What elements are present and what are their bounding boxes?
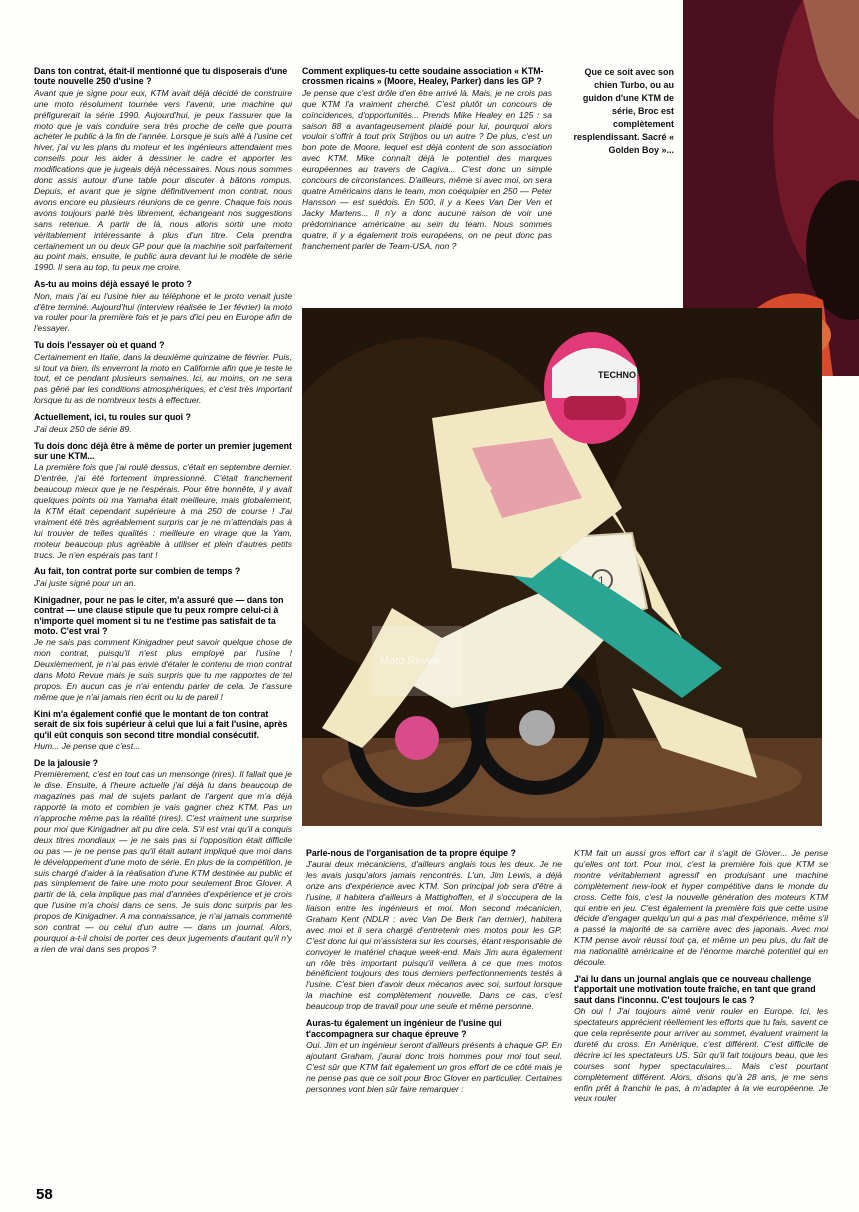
interview-question: Parle-nous de l'organisation de ta propre équipe ? xyxy=(306,848,516,858)
interview-answer: Oui. Jim et un ingénieur seront d'ailleurs présents à chaque GP. En ajoutant Graham, j'aurai donc trois hommes pour moi tout seul. C'est sûr que KTM fait également un gros effort de ce côté mais je ne pense pas que ce soit pour Broc Glover en particulier. Certaines personnes vont bien sûr faire remarquer : xyxy=(306,1039,562,1094)
interview-answer: J'aurai deux mécaniciens, d'ailleurs anglais tous les deux. Je ne les avais jusqu'alors jamais rencontrés. L'un, Jim Lewis, a déjà onze ans d'expérience avec KTM. Son principal job sera d'être à l'usine, il habitera d'ailleurs à Mattighoffen, et il s'occupera de la liaison entre les ingénieurs et moi. Mon second mécanicien, Graham Kent (NDLR : avec Van De Berk l'an dernier), habitera avec moi et il sera chargé d'entretenir mes motos pour les GP. C'est donc lui qui m'assistera sur les courses, étant responsable de convoyer le matériel chaque week-end. Mais Jim aura également un rôle très important puisqu'il veillera à ce que mes motos bénéficient toujours des tous derniers perfectionnements testés à l'usine. C'est bien d'avoir deux mécanos avec soi, surtout lorsque la machine est complètement nouvelle. Dans ce cas, c'est beaucoup trop de travail pour une seule et même personne. xyxy=(306,859,562,1012)
article-column-bottom-middle xyxy=(306,848,562,1178)
interview-answer: KTM fait un aussi gros effort car il s'agit de Glover... Je pense qu'elles ont tort. Pour moi, c'est la première fois que KTM se montre véritablement agressif en produisant une machine complètement new-look et hyper compétitive dans le monde du cross. Cette fois, c'est la nouvelle génération des moteurs KTM qui entre en jeu. C'est également la première fois que cette usine décide d'engager quelqu'un qui a pas mal d'expérience, même s'il a passé la majorité de sa carrière avec des japonais. Avec moi KTM pense avoir réussi tout ça, et même un peu plus, du fait de ma nationalité américaine et de l'énorme marché potentiel qui en découle. xyxy=(574,848,828,968)
interview-question: As-tu au moins déjà essayé le proto ? xyxy=(34,279,192,290)
interview-answer: Avant que je signe pour eux, KTM avait déjà décidé de construire une moto résolument tournée vers l'avenir, une machine qui préfigurerait la série 1990. Aujourd'hui, je peux t'assurer que la moto que je vais conduire sera très proche de celle que pourra acheter le public à la fin de l'année. Lorsque je suis allé à l'usine cet hiver, j'ai vu les plans du moteur et les ingénieurs attendaient mes conseils pour les aider à dessiner le cadre et apporter les modifications que je jugeais déjà nécessaires. Nous nous sommes donc assis autour d'une table pour discuter à bâtons rompus. Depuis, et avant que je signe définitivement mon contrat, nous avons encore eu plusieurs réunions de ce genre. Chaque fois nous avons toujours parlé très librement, échangeant nos suggestions sans retenue. A partir de là, nous allons sortir une moto véritablement intéressante à plus d'un titre. Cela prendra certainement un ou deux GP pour que la machine soit parfaitement au point mais, ensuite, le public aura devant lui le modèle de série 1990. Il sera au top, tu peux me croire. xyxy=(34,87,292,273)
interview-answer: La première fois que j'ai roulé dessus, c'était en septembre dernier. D'entrée, j'ai été fortement impressionné. C'était franchement beaucoup mieux que je ne l'espérais. Pour être honnête, il y avait quelques points où ma Yamaha était meilleure, mais globalement, la KTM était cependant supérieure à ma 250 de course ! J'ai vraiment été très agréablement surpris car je ne m'attendais pas à lui trouver de telles qualités : meilleure en virage que la Yam, moteur beaucoup plus agréable à utiliser et plein d'autres petits trucs. Je n'en espérais pas tant ! xyxy=(34,462,292,560)
interview-answer: Certainement en Italie, dans la deuxième quinzaine de février. Puis, si tout va bien, ils enverront la moto en Californie afin que je teste le tout, et ce pendant plusieurs semaines. Ici, au moins, on ne sera pas gêné par les conditions atmosphériques, et c'est très important lorsque tu as de nombreux tests à effectuer. xyxy=(34,351,292,406)
interview-question: De la jalousie ? xyxy=(34,757,99,768)
interview-answer: Premièrement, c'est en tout cas un mensonge (rires). Il fallait que je le dise. Ensuite, à l'heure actuelle j'ai déjà lu dans beaucoup de magazines pas mal de sujets parlant de l'argent que m'a déjà rapporté la moto et combien je vais gagner chez KTM. Pas un n'approche même pas la réalité (rires). C'est vraiment une surprise pour moi que Kinigadner ait pu dire cela. S'il est vrai qu'il a conquis deux titres mondiaux — je ne sais pas si l'opposition était difficile ou pas — je ne pense pas qu'il était autant impliqué que moi dans le développement d'une moto de série. En plus de la compétition, je suis chargé d'aider à la réalisation d'une KTM destinée au public et pas simplement de faire une moto pour seulement Broc Glover. A partir de là, cela implique pas mal d'années d'expérience et je crois que l'usine m'a choisi dans ce sens. Je suis donc surpris par les propos de Kinigadner. A ma connaissance, je n'ai jamais commenté son contrat — ou celui d'un autre — dans un journal. Alors, pourquoi a-t-il choisi de porter ces deux jugements d'autant qu'il n'y a rien de vrai dans ses propos ? xyxy=(34,769,292,954)
article-column-top-middle xyxy=(302,66,552,298)
interview-question: Dans ton contrat, était-il mentionné que tu disposerais d'une toute nouvelle 250 d'usine ? xyxy=(34,66,288,87)
interview-question: Au fait, ton contrat porte sur combien de temps ? xyxy=(34,566,241,577)
interview-question: J'ai lu dans un journal anglais que ce nouveau challenge t'apportait une motivation toute fraîche, en tant que grand saut dans l'inconnu. C'est toujours le cas ? xyxy=(574,973,816,1005)
interview-answer: J'ai deux 250 de série 89. xyxy=(34,423,132,434)
interview-question: Kini m'a également confié que le montant de ton contrat serait de six fois supérieur à celui que lui a fait l'usine, après qu'il eût conquis son second titre mondial consécutif. xyxy=(34,708,288,740)
interview-question: Tu dois donc déjà être à même de porter un premier jugement sur une KTM... xyxy=(34,440,292,461)
interview-answer: J'ai juste signé pour un an. xyxy=(34,577,136,588)
interview-question: Comment expliques-tu cette soudaine association « KTM-crossmen ricains » (Moore, Healey, Parker) dans les GP ? xyxy=(302,66,544,87)
photo-caption: Que ce soit avec son chien Turbo, ou au guidon d'une KTM de série, Broc est complètement resplendissant. Sacré « Golden Boy »... xyxy=(573,67,674,155)
helmet-brand: TECHNO xyxy=(598,370,636,380)
watermark: Moto Revue xyxy=(380,655,440,667)
interview-answer: Hum... Je pense que c'est... xyxy=(34,741,141,752)
photo-rider-cornering-art xyxy=(302,308,822,826)
interview-question: Auras-tu également un ingénieur de l'usine qui t'accompagnera sur chaque épreuve ? xyxy=(306,1018,502,1039)
interview-answer: Non, mais j'ai eu l'usine hier au téléphone et le proto venait juste d'être terminé. Aujourd'hui (interview réalisée le 1er février) la moto va rouler pour la première fois et je pars d'ici peu en Europe afin de l'essayer. xyxy=(34,290,292,334)
page-number: 58 xyxy=(36,1186,53,1203)
plate-number: 1 xyxy=(598,574,605,588)
article-column-left xyxy=(34,66,292,1176)
interview-question: Tu dois l'essayer où et quand ? xyxy=(34,340,165,351)
interview-question: Actuellement, ici, tu roules sur quoi ? xyxy=(34,412,191,423)
photo-rider-cornering xyxy=(302,308,822,826)
interview-answer: Je pense que c'est drôle d'en être arrivé là. Mais, je ne crois pas que KTM l'a vraiment cherché. C'est plutôt un concours de coïncidences, d'opportunités... Prends Mike Healey en 125 : sa saison 88 a avantageusement plaidé pour lui, pourquoi alors vouloir s'offrir à tout prix Strijbos ou un autre ? De plus, c'est un bon pote de Moore, lequel est déjà content de son association avec KTM. Mike connaît déjà le potentiel des marques européennes au travers de Cagiva... C'est donc un simple concours de circonstances. D'ailleurs, même si avec moi, on sera quatre Américains dans le team, mon coéquipier en 250 — Peter Hansson — est suédois. En 500, il y a Kees Van Der Ven et Jacky Martens... Il n'y a donc aucune raison de voir une prédominance américaine au sein du team. Nous sommes quatre, il y a également trois européens, on ne peut donc pas franchement parler de Team-USA, non ? xyxy=(302,87,552,251)
interview-answer: Je ne sais pas comment Kinigadner peut savoir quelque chose de mon contrat, puisqu'il n'est plus employé par l'usine ! Deuxièmement, je n'ai pas envie d'étaler le contenu de mon contrat dans Moto Revue mais je suis surpris que tu me rapportes de tel propos. En aucun cas je n'ai entendu parler de cela. Je t'assure même que je n'ai jamais rien écrit ou lu de pareil ! xyxy=(34,637,292,702)
interview-question: Kinigadner, pour ne pas le citer, m'a assuré que — dans ton contrat — une clause stipule que tu peux rompre celui-ci à n'importe quel moment si tu ne t'estime pas satisfait de ta moto. C'est vrai ? xyxy=(34,594,284,636)
article-column-bottom-right xyxy=(574,848,828,1178)
interview-answer: Oh oui ! J'ai toujours aimé venir rouler en Europe. Ici, les spectateurs apprécient réellement les efforts que tu fais, savent ce que cela représente pour arriver au sommet, évaluent vraiment la dureté du cross. En Amérique, c'est différent. C'est difficile de décrire ici les spectateurs US. Sûr qu'il fait toujours beau, que les courses sont hyper spectaculaires... Mais c'est pourtant complètement différent. Alors, disons qu'à 28 ans, je me sens enfin prêt à franchir le pas, à m'adapter à la vie européenne. Je veux rouler xyxy=(574,1006,828,1104)
